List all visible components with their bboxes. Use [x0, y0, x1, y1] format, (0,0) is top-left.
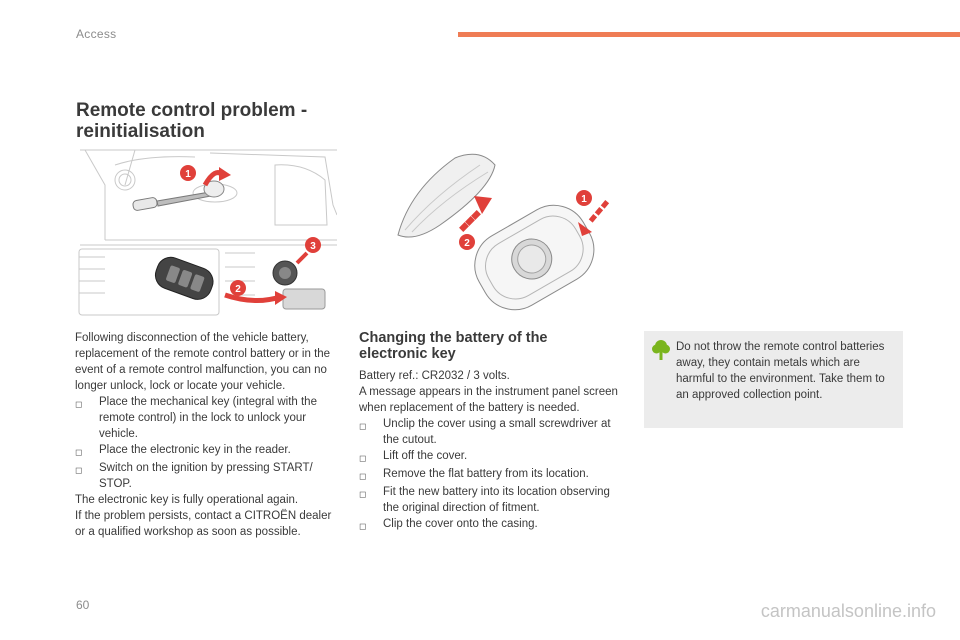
list-item: ◻ Unclip the cover using a small screwdriver at the cutout. [359, 418, 611, 446]
intro-paragraph: Following disconnection of the vehicle battery, replacement of the remote control battery or in the event of a remote control malfunction, you can no longer unlock, lock or locate your vehicle. [75, 332, 331, 392]
callout-1-label: 1 [185, 169, 191, 180]
tree-icon [652, 339, 670, 361]
bullet-icon: ◻ [75, 447, 83, 457]
bullet-icon: ◻ [359, 521, 367, 531]
bullet-icon: ◻ [75, 465, 83, 475]
page-title: Remote control problem - reinitialisation [76, 100, 308, 142]
environment-note [644, 331, 903, 428]
environment-note-text: Do not throw the remote control batteries away, they contain metals which are harmful to the environment. Take them to an approved collection point. [676, 341, 885, 401]
list-item: ◻ Fit the new battery into its location observing the original direction of fitment. [359, 486, 610, 514]
outro-paragraph: If the problem persists, contact a CITROËN dealer or a qualified workshop as soon as possible. [75, 510, 332, 538]
battery-message: A message appears in the instrument panel screen when replacement of the battery is needed. [359, 386, 618, 414]
bullet-icon: ◻ [359, 489, 367, 499]
key-casing-drawing [462, 193, 606, 320]
bullet-icon: ◻ [359, 471, 367, 481]
battery-change-illustration [380, 150, 630, 320]
callout-2-label: 2 [235, 284, 241, 295]
battery-callout-1-label: 1 [581, 194, 587, 205]
outro-paragraph: The electronic key is fully operational again. [75, 494, 299, 506]
list-item: ◻ Clip the cover onto the casing. [359, 516, 619, 534]
reinitialisation-illustration [75, 145, 337, 320]
key-cover-drawing [398, 154, 495, 237]
list-item: ◻ Lift off the cover. [359, 448, 619, 466]
battery-ref: Battery ref.: CR2032 / 3 volts. [359, 370, 510, 382]
page-number: 60 [76, 598, 90, 612]
list-item: ◻ Place the mechanical key (integral with the remote control) in the lock to unlock your vehicle. [75, 396, 317, 440]
reinitialisation-text [75, 330, 337, 540]
header-accent-bar [458, 32, 960, 37]
watermark: carmanualsonline.info [760, 601, 936, 621]
section-header: Access [76, 27, 117, 41]
callout-3-label: 3 [310, 241, 316, 252]
bullet-icon: ◻ [359, 421, 367, 431]
battery-section-title: Changing the battery of the electronic key [359, 330, 548, 362]
list-item: ◻ Switch on the ignition by pressing START/ STOP. [75, 462, 313, 490]
bullet-icon: ◻ [359, 453, 367, 463]
battery-change-text [359, 368, 619, 534]
bullet-icon: ◻ [75, 399, 83, 409]
list-item: ◻ Place the electronic key in the reader. [75, 442, 337, 460]
list-item: ◻ Remove the flat battery from its location. [359, 466, 619, 484]
battery-callout-2-label: 2 [464, 238, 470, 249]
